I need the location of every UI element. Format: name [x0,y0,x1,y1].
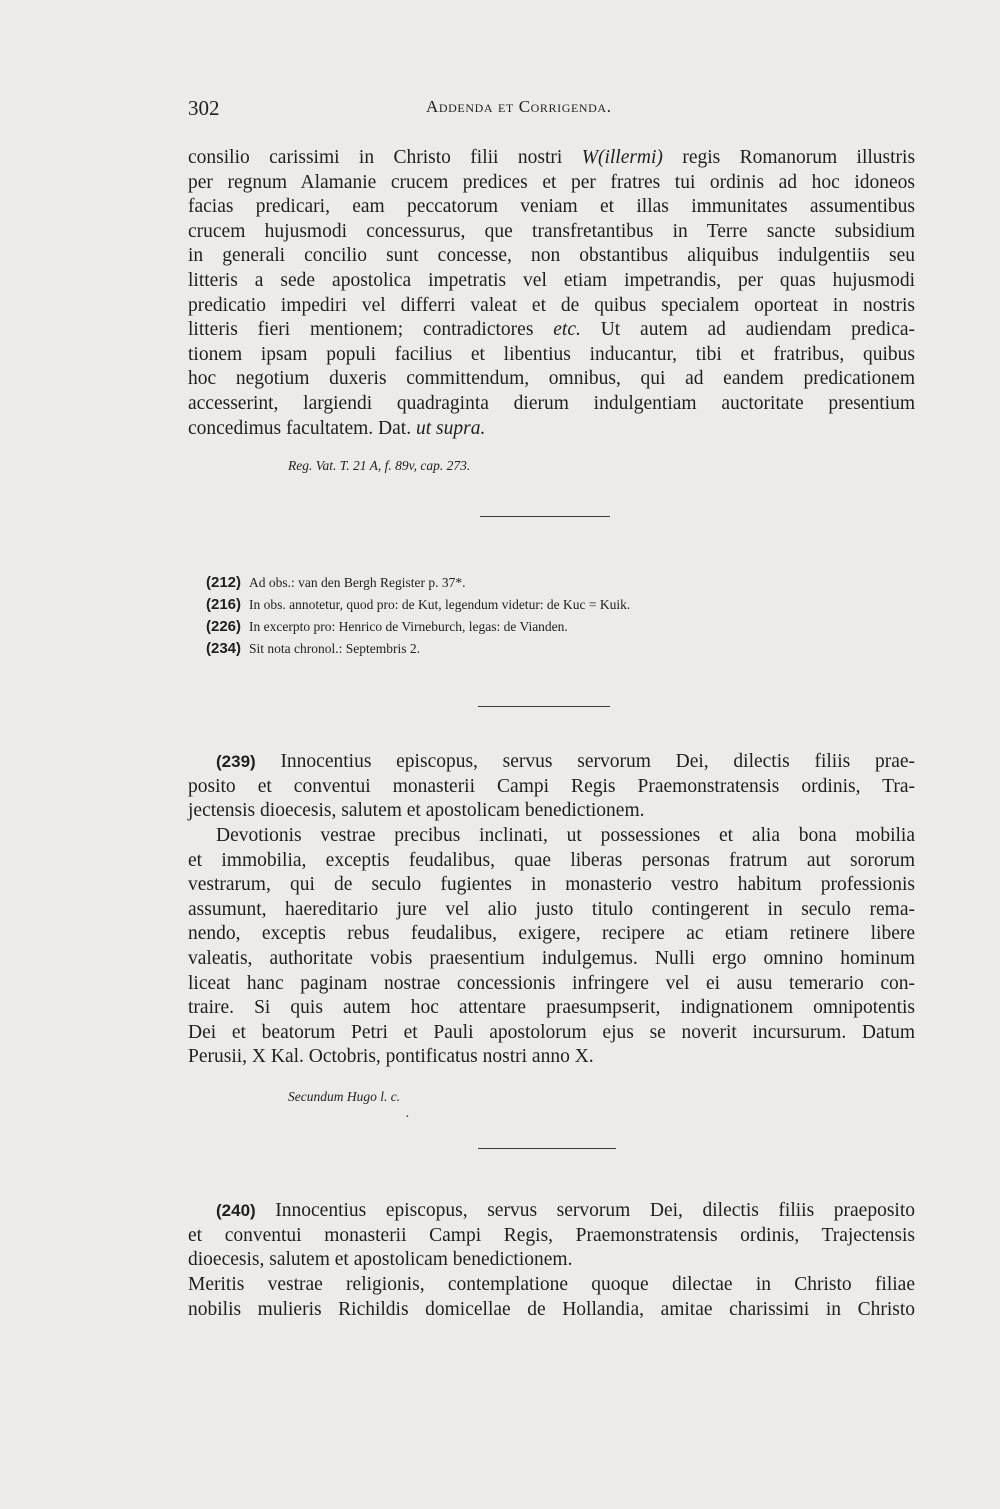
entry-number: (240) [216,1201,256,1220]
text-line: crucem hujusmodi concessurus, que transfretantibus in Terre sancte subsidium [188,220,915,242]
entry-239-heading [188,750,915,824]
text-line: (239) Innocentius episcopus, servus servorum Dei, dilectis filiis prae- [216,751,916,772]
text-line: Devotionis vestrae precibus inclinati, ut possessiones et alia bona mobilia [216,825,915,846]
text-line: nendo, exceptis rebus feudalibus, exigere, recipere ac etiam retinere libere [188,923,915,945]
text-line: per regnum Alamanie crucem predices et per fratres tui ordinis ad hoc idoneos [188,171,915,193]
text-line: nobilis mulieris Richildis domicellae de Hollandia, amitae charissimi in Christo [188,1298,915,1320]
corrigenda-notes [206,574,846,662]
source-reference: Reg. Vat. T. 21 A, f. 89v, cap. 273. [288,458,471,473]
section-rule [478,706,610,707]
note-item: (216) In obs. annotetur, quod pro: de Kut, legendum videtur: de Kuc = Kuik. [206,596,631,613]
text-line: et conventui monasterii Campi Regis, Praemonstratensis ordinis, Trajectensis [188,1224,915,1246]
text-line: jectensis dioecesis, salutem et apostolicam benedictionem. [188,800,645,822]
text-line: assumunt, haereditario jure vel alio justo titulo contingerent in seculo rema- [188,898,915,920]
entry-239-body [188,824,915,1070]
text-line: accesserint, largiendi quadraginta dierum indulgentiam auctoritate presentium [188,392,915,414]
text-line: liceat hanc paginam nostrae concessionis infringere vel ei ausu temerario con- [188,972,915,994]
section-rule [480,516,610,517]
note-item: (234) Sit nota chronol.: Septembris 2. [206,640,421,657]
text-line: et immobilia, exceptis feudalibus, quae liberas personas fratrum aut sororum [188,849,915,871]
page-number: 302 [188,96,220,120]
text-line: (240) Innocentius episcopus, servus servorum Dei, dilectis filiis praeposito [216,1200,915,1221]
text-line: posito et conventui monasterii Campi Regis Praemonstratensis ordinis, Tra- [188,775,915,797]
text-line: litteris fieri mentionem; contradictores etc. Ut autem ad audiendam predica- [188,319,916,341]
text-line: concedimus facultatem. Dat. ut supra. [188,417,486,439]
text-line: Perusii, X Kal. Octobris, pontificatus nostri anno X. [188,1046,594,1068]
text-line: tionem ipsam populi facilius et libentius inducantur, tibi et fratribus, quibus [188,343,915,365]
text-line: traire. Si quis autem hoc attentare praesumpserit, indignationem omnipotentis [188,997,915,1019]
text-line: in generali concilio sunt concesse, non obstantibus aliquibus indulgentiis seu [188,245,915,267]
text-line: predicatio impediri vel differri valeat et de quibus specialem oporteat in nostris [188,294,915,316]
text-line: litteris a sede apostolica impetratis vel etiam impetrandis, per quas hujusmodi [188,269,915,291]
text-line: Dei et beatorum Petri et Pauli apostolorum ejus se noverit incursurum. Datum [188,1021,915,1043]
note-item: (212) Ad obs.: van den Bergh Register p. 37*. [206,574,466,591]
text-line: vestrarum, qui de seculo fugientes in monasterio vestro habitum professionis [188,874,915,896]
text-line: dioecesis, salutem et apostolicam benedictionem. [188,1249,573,1271]
entry-number: (239) [216,752,256,771]
text-line: consilio carissimi in Christo filii nostri W(illermi) regis Romanorum illustris [188,147,916,168]
running-head [188,96,914,124]
continuation-paragraph [188,146,915,441]
text-line: hoc negotium duxeris committendum, omnibus, qui ad eandem predicationem [188,368,915,390]
source-reference: Secundum Hugo l. c. [288,1089,401,1104]
entry-240-body [188,1273,915,1322]
section-rule [478,1148,616,1149]
running-title: Addenda et Corrigenda. [426,97,612,116]
text-line: facias predicari, eam peccatorum veniam et illas immunitates assumentibus [188,196,915,218]
text-line: valeatis, authoritate vobis praesentium indulgemus. Nulli ergo omnino hominum [188,947,915,969]
text-line: Meritis vestrae religionis, contemplatione quoque dilectae in Christo filiae [188,1274,915,1295]
note-item: (226) In excerpto pro: Henrico de Virneburch, legas: de Vianden. [206,618,568,635]
entry-240-heading [188,1199,915,1273]
stray-mark: · [405,1110,410,1125]
